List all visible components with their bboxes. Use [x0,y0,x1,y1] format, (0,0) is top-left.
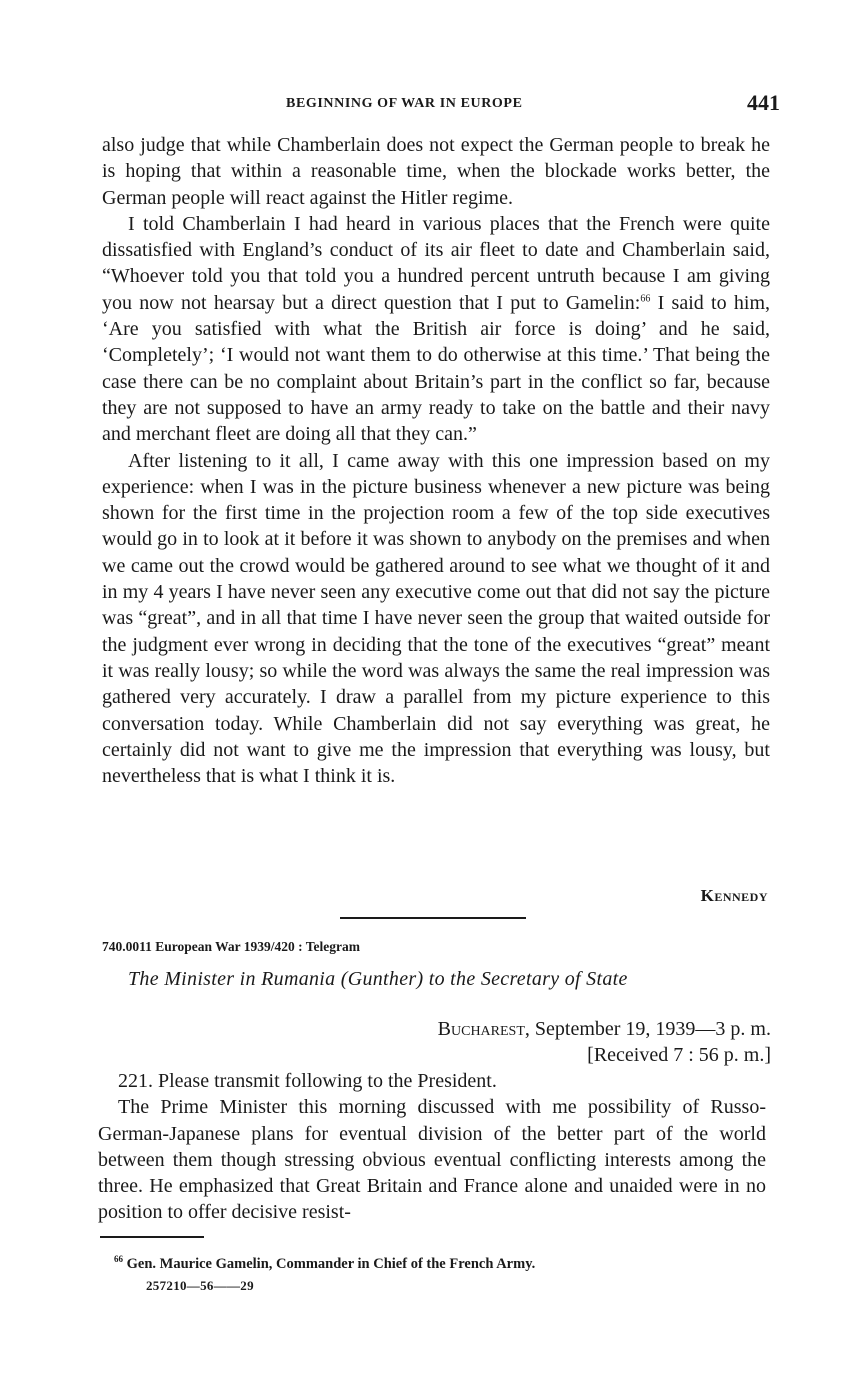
footnote-mark: 66 [114,1254,123,1264]
signature: Kennedy [700,886,768,905]
report-body [102,132,770,789]
printer-code: 257210—56——29 [146,1278,254,1293]
running-head [100,90,780,120]
section-divider [340,917,526,919]
telegram-paragraph-1: 221. Please transmit following to the President. [118,1070,497,1092]
telegram-paragraph-2: The Prime Minister this morning discussed with me possibility of Russo-German-Japanese plans for eventual division of the better part of the world between them though stressing obvious eventual conflicting interests among the three. He emphasized that Great Britain and France alone and unaided were in no position to offer decisive resist- [98,1096,766,1224]
paragraph-2-text-a: I told Chamberlain I had heard in various places that the French were quite dissatisfied with England’s conduct of its air fleet to date and Chamberlain said, “Whoever told you that told you a hundred percent untruth because I am giving you now not hearsay but a direct question that I put to Gamelin: [102,212,770,314]
document-heading: The Minister in Rumania (Gunther) to the Secretary of State [128,968,628,990]
file-number: 740.0011 European War 1939/420 : Telegram [102,939,361,954]
dateline-sent [438,1016,771,1042]
dateline [438,1016,771,1068]
running-head-title: BEGINNING OF WAR IN EUROPE [286,96,523,111]
paragraph-2-text-b: I said to him, ‘Are you satisfied with what the British air force is doing’ and he said, ‘Completely’; ‘I would not want them to do otherwise at this time.’ That being the case there can be no complaint about Britain’s part in the conflict so far, because they are not supposed to have an army ready to take on the battle and their navy and merchant fleet are doing all that they can.” [102,291,771,446]
paragraph-1: also judge that while Chamberlain does not expect the German people to break he is hoping that within a reasonable time, when the blockade works better, the German people will react against the Hitler regime. [102,134,770,209]
received-time: [Received 7 : 56 p. m.] [587,1044,771,1066]
footnote-divider [100,1236,204,1238]
paragraph-3: After listening to it all, I came away with this one impression based on my experience: when I was in the picture business whenever a new picture was being shown for the first time in the projection room a few of the top side executives would go in to look at it before it was shown to anybody on the premises and when we came out the crowd would be gathered around to see what we thought of it and in my 4 years I have never seen any executive come out that did not say the picture was “great”, and in all that time I have never seen the group that waited outside for the judgment ever wrong in deciding that the tone of the executives “great” meant it was really lousy; so while the word was always the same the real impression was gathered very accurately. I draw a parallel from my picture experience to this conversation today. While Chamberlain did not say everything was great, he certainly did not want to give me the impression that everything was lousy, but nevertheless that is what I think it is. [102,449,770,788]
page-number: 441 [747,90,780,115]
footnote-text: Gen. Maurice Gamelin, Commander in Chief of the French Army. [126,1255,536,1272]
paragraph-2 [102,211,770,448]
telegram-body [98,1068,766,1226]
dateline-date: , September 19, 1939—3 p. m. [524,1018,771,1040]
footnote-reference[interactable]: 66 [640,293,651,305]
footnote [114,1254,535,1273]
dateline-place: Bucharest [437,1018,525,1040]
